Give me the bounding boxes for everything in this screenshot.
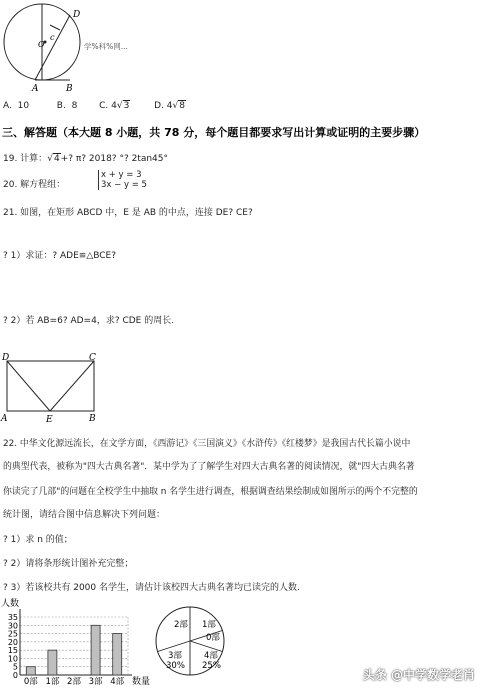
question-19: 19. 计算：√4+? π? 2018? °? 2tan45° bbox=[3, 154, 169, 164]
label-a: A bbox=[32, 84, 39, 94]
option-d-label: D. bbox=[154, 101, 164, 111]
rect-label-a: A bbox=[1, 414, 8, 424]
rect-label-d: D bbox=[2, 353, 10, 363]
bar-ytick-label: 25 bbox=[7, 629, 18, 639]
pie-chart bbox=[152, 604, 242, 680]
option-d-value: 4 bbox=[166, 101, 173, 111]
bar-0 bbox=[26, 667, 35, 675]
bar-category-label: 1部 bbox=[45, 677, 60, 687]
q19-sqrt: 4 bbox=[53, 154, 60, 164]
q22-part3: ? 3）若该校共有 2000 名学生，请估计该校四大古典名著均已读完的人数. bbox=[3, 583, 300, 593]
option-b-value: 8 bbox=[71, 101, 78, 111]
pie-slice-percent: 30% bbox=[166, 661, 185, 671]
q19-prefix: 19. 计算： bbox=[3, 154, 48, 164]
q22-part1: ? 1）求 n 的值； bbox=[3, 535, 73, 545]
bar-category-label: 4部 bbox=[110, 677, 125, 687]
option-d-radicand: 8 bbox=[179, 101, 185, 111]
q22-line4: 统计图，请结合图中信息解决下列问题： bbox=[3, 510, 166, 520]
q20-prefix: 20. 解方程组： bbox=[3, 180, 66, 190]
label-o: O bbox=[38, 40, 45, 49]
option-b-label: B. bbox=[56, 101, 66, 111]
pie-slice-label: 1部 bbox=[202, 620, 216, 630]
bar-3 bbox=[91, 625, 100, 675]
pie-slice-label: 3部 bbox=[168, 651, 182, 661]
q20-system bbox=[98, 170, 147, 190]
bar-chart bbox=[0, 595, 150, 691]
label-c: c bbox=[50, 33, 55, 42]
rect-label-c: C bbox=[89, 353, 96, 363]
q21-part2: ? 2）若 AB=6? AD=4，求? CDE 的周长. bbox=[3, 316, 175, 326]
pie-slice-percent: 25% bbox=[202, 661, 221, 671]
label-d: D bbox=[73, 10, 81, 20]
pie-slice-label: 4部 bbox=[204, 651, 218, 661]
rect-label-e: E bbox=[46, 415, 53, 425]
section-title: 三、解答题（本大题 8 小题，共 78 分，每个题目都要求写出计算或证明的主要步骤） bbox=[2, 126, 426, 139]
q22-line2: 的典型代表，被称为"四大古典名著"．某中学为了了解学生对四大古典名著的阅读情况，就"四大古典名著 bbox=[3, 462, 415, 472]
bar-ylabel: 人数 bbox=[1, 599, 20, 609]
bar-4 bbox=[113, 634, 122, 675]
bar-xlabel: 数量 bbox=[132, 677, 150, 687]
q19-rest: +? π? 2018? °? 2tan45° bbox=[60, 154, 169, 164]
bar-1 bbox=[48, 650, 57, 675]
bar-ytick-label: 15 bbox=[7, 646, 18, 656]
q21-stem: 21. 如图，在矩形 ABCD 中，E 是 AB 的中点，连接 DE? CE? bbox=[3, 208, 253, 218]
option-c-value: 4 bbox=[111, 101, 117, 111]
bar-category-label: 0部 bbox=[23, 677, 38, 687]
footer-watermark: 头条 @中学数学老肖 bbox=[362, 668, 475, 682]
q22-part2: ? 2）请将条形统计图补充完整； bbox=[3, 559, 134, 569]
q20-eq2: 3x − y = 5 bbox=[101, 180, 147, 190]
q20-eq1: x + y = 3 bbox=[101, 170, 142, 180]
bar-ytick-label: 30 bbox=[7, 621, 18, 631]
rect-label-b: B bbox=[89, 414, 96, 424]
option-c-radicand: 3 bbox=[123, 101, 130, 111]
bar-ytick-label: 10 bbox=[7, 654, 18, 664]
q21-part1: ? 1）求证：? ADE≌△BCE? bbox=[3, 251, 117, 261]
option-row: A. 10 B. 8 C. 4√3 D. 4√8 bbox=[3, 101, 185, 111]
bar-category-label: 2部 bbox=[67, 677, 81, 687]
site-watermark-text: 学%科%网... bbox=[84, 42, 128, 51]
bar-ytick-label: 5 bbox=[12, 662, 18, 672]
bar-ytick-label: 35 bbox=[7, 613, 18, 622]
bar-ytick-label: 0 bbox=[12, 671, 18, 680]
option-a-label: A. bbox=[3, 101, 12, 111]
rectangle-figure bbox=[0, 350, 110, 428]
q22-line1: 22. 中华文化源远流长，在文学方面，《西游记》《三国演义》《水浒传》《红楼梦》是我国古代长篇小说中 bbox=[3, 439, 411, 449]
bar-category-label: 3部 bbox=[88, 677, 103, 687]
label-b: B bbox=[66, 84, 73, 94]
pie-slice-label: 0部 bbox=[206, 633, 220, 643]
option-c-label: C. bbox=[99, 101, 109, 111]
pie-slice-label: 2部 bbox=[174, 620, 188, 630]
q22-line3: 你读完了几部"的问题在全校学生中抽取 n 名学生进行调查，根据调查结果绘制成如图所示的两个不完整的 bbox=[3, 487, 418, 497]
bar-ytick-label: 20 bbox=[7, 637, 18, 647]
option-a-value: 10 bbox=[17, 101, 30, 111]
